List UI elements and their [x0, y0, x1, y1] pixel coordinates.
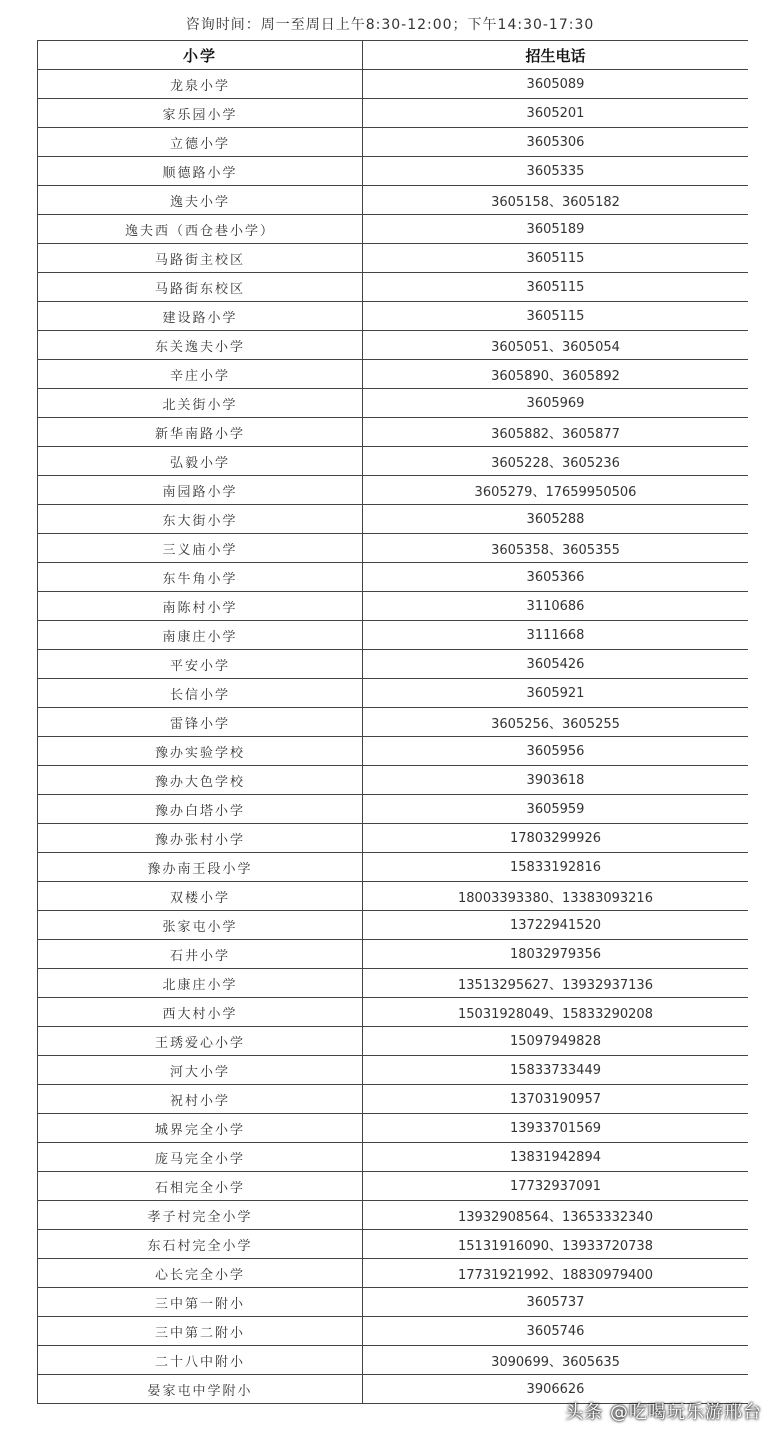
school-name-cell: 河大小学: [38, 1056, 363, 1085]
table-row: [38, 1114, 749, 1143]
phone-number-cell: 13932908564、13653332340: [363, 1201, 749, 1230]
phone-number-cell: 18032979356: [363, 940, 749, 969]
phone-number-cell: 3605115: [363, 244, 749, 273]
school-name-cell: 顺德路小学: [38, 157, 363, 186]
phone-number-cell: 17731921992、18830979400: [363, 1259, 749, 1288]
table-row: [38, 1172, 749, 1201]
phone-number-cell: 3605279、17659950506: [363, 476, 749, 505]
school-name-cell: 马路街东校区: [38, 273, 363, 302]
phone-number-cell: 3605746: [363, 1317, 749, 1346]
school-name-cell: 豫办张村小学: [38, 824, 363, 853]
table-row: [38, 708, 749, 737]
table-row: [38, 592, 749, 621]
school-name-cell: 弘毅小学: [38, 447, 363, 476]
table-body: [38, 70, 749, 1404]
school-name-cell: 孝子村完全小学: [38, 1201, 363, 1230]
phone-number-cell: 3605158、3605182: [363, 186, 749, 215]
table-header-row: [38, 41, 749, 70]
table-row: [38, 476, 749, 505]
phone-number-cell: 3605335: [363, 157, 749, 186]
school-name-cell: 豫办大色学校: [38, 766, 363, 795]
school-name-cell: 新华南路小学: [38, 418, 363, 447]
phone-number-cell: 15031928049、15833290208: [363, 998, 749, 1027]
school-name-cell: 张家屯小学: [38, 911, 363, 940]
table-row: [38, 1143, 749, 1172]
table-row: [38, 1027, 749, 1056]
phone-number-cell: 3605089: [363, 70, 749, 99]
phone-number-cell: 3090699、3605635: [363, 1346, 749, 1375]
table-row: [38, 621, 749, 650]
table-row: [38, 679, 749, 708]
school-name-cell: 长信小学: [38, 679, 363, 708]
school-name-cell: 石相完全小学: [38, 1172, 363, 1201]
school-name-cell: 南陈村小学: [38, 592, 363, 621]
table-row: [38, 1259, 749, 1288]
table-row: [38, 766, 749, 795]
phone-number-cell: 15833192816: [363, 853, 749, 882]
school-name-cell: 王琇爱心小学: [38, 1027, 363, 1056]
table-row: [38, 737, 749, 766]
school-name-cell: 马路街主校区: [38, 244, 363, 273]
phone-number-cell: 3605189: [363, 215, 749, 244]
consultation-hours-note: 咨询时间：周一至周日上午8:30-12:00；下午14:30-17:30: [185, 17, 595, 33]
table-row: [38, 795, 749, 824]
phone-number-cell: 17803299926: [363, 824, 749, 853]
phone-number-cell: 3605256、3605255: [363, 708, 749, 737]
table-row: [38, 882, 749, 911]
school-name-cell: 东石村完全小学: [38, 1230, 363, 1259]
school-name-cell: 南康庄小学: [38, 621, 363, 650]
phone-number-cell: 18003393380、13383093216: [363, 882, 749, 911]
school-name-cell: 建设路小学: [38, 302, 363, 331]
school-name-cell: 石井小学: [38, 940, 363, 969]
school-name-cell: 家乐园小学: [38, 99, 363, 128]
phone-number-cell: 3605366: [363, 563, 749, 592]
school-name-cell: 三中第二附小: [38, 1317, 363, 1346]
phone-number-cell: 17732937091: [363, 1172, 749, 1201]
table-row: [38, 1056, 749, 1085]
phone-column-header: 招生电话: [363, 41, 749, 70]
table-row: [38, 331, 749, 360]
school-name-cell: 豫办白塔小学: [38, 795, 363, 824]
phone-number-cell: 3605228、3605236: [363, 447, 749, 476]
school-name-cell: 双楼小学: [38, 882, 363, 911]
phone-number-cell: 3111668: [363, 621, 749, 650]
table-row: [38, 360, 749, 389]
phone-number-cell: 15833733449: [363, 1056, 749, 1085]
table-row: [38, 1288, 749, 1317]
source-watermark: 头条 @吃喝玩乐游邢台: [565, 1402, 762, 1423]
phone-number-cell: 3605288: [363, 505, 749, 534]
table-row: [38, 534, 749, 563]
school-column-header: 小学: [38, 41, 363, 70]
school-name-cell: 辛庄小学: [38, 360, 363, 389]
phone-number-cell: 3605201: [363, 99, 749, 128]
table-row: [38, 998, 749, 1027]
school-name-cell: 西大村小学: [38, 998, 363, 1027]
school-name-cell: 逸夫小学: [38, 186, 363, 215]
phone-number-cell: 3605890、3605892: [363, 360, 749, 389]
phone-number-cell: 3605921: [363, 679, 749, 708]
school-name-cell: 北关街小学: [38, 389, 363, 418]
table-row: [38, 1346, 749, 1375]
table-row: [38, 1085, 749, 1114]
table-row: [38, 215, 749, 244]
table-row: [38, 70, 749, 99]
table-row: [38, 911, 749, 940]
school-name-cell: 东牛角小学: [38, 563, 363, 592]
table-row: [38, 1201, 749, 1230]
phone-number-cell: 3605737: [363, 1288, 749, 1317]
phone-number-cell: 15131916090、13933720738: [363, 1230, 749, 1259]
table-row: [38, 418, 749, 447]
table-row: [38, 1317, 749, 1346]
table-row: [38, 302, 749, 331]
table-row: [38, 1230, 749, 1259]
school-name-cell: 立德小学: [38, 128, 363, 157]
phone-number-cell: 13513295627、13932937136: [363, 969, 749, 998]
school-name-cell: 平安小学: [38, 650, 363, 679]
table-row: [38, 650, 749, 679]
school-name-cell: 晏家屯中学附小: [38, 1375, 363, 1404]
table-row: [38, 128, 749, 157]
school-name-cell: 三义庙小学: [38, 534, 363, 563]
school-name-cell: 雷锋小学: [38, 708, 363, 737]
table-row: [38, 969, 749, 998]
phone-number-cell: 3605358、3605355: [363, 534, 749, 563]
table-row: [38, 186, 749, 215]
phone-number-cell: 3605115: [363, 273, 749, 302]
phone-number-cell: 13703190957: [363, 1085, 749, 1114]
school-name-cell: 东关逸夫小学: [38, 331, 363, 360]
phone-number-cell: 3903618: [363, 766, 749, 795]
phone-number-cell: 13831942894: [363, 1143, 749, 1172]
school-name-cell: 豫办实验学校: [38, 737, 363, 766]
school-phone-table: [37, 40, 748, 1404]
table-row: [38, 940, 749, 969]
phone-number-cell: 13933701569: [363, 1114, 749, 1143]
phone-number-cell: 3605426: [363, 650, 749, 679]
school-name-cell: 东大街小学: [38, 505, 363, 534]
school-name-cell: 三中第一附小: [38, 1288, 363, 1317]
phone-number-cell: 3906626: [363, 1375, 749, 1404]
phone-number-cell: 13722941520: [363, 911, 749, 940]
table-row: [38, 824, 749, 853]
phone-number-cell: 3605115: [363, 302, 749, 331]
phone-number-cell: 3605051、3605054: [363, 331, 749, 360]
phone-number-cell: 3605956: [363, 737, 749, 766]
school-name-cell: 城界完全小学: [38, 1114, 363, 1143]
school-name-cell: 龙泉小学: [38, 70, 363, 99]
phone-number-cell: 15097949828: [363, 1027, 749, 1056]
phone-number-cell: 3605882、3605877: [363, 418, 749, 447]
phone-number-cell: 3605959: [363, 795, 749, 824]
table-row: [38, 447, 749, 476]
table-row: [38, 157, 749, 186]
phone-number-cell: 3110686: [363, 592, 749, 621]
phone-number-cell: 3605306: [363, 128, 749, 157]
school-name-cell: 祝村小学: [38, 1085, 363, 1114]
school-name-cell: 逸夫西（西仓巷小学）: [38, 215, 363, 244]
phone-number-cell: 3605969: [363, 389, 749, 418]
table-row: [38, 273, 749, 302]
school-name-cell: 南园路小学: [38, 476, 363, 505]
table-row: [38, 99, 749, 128]
school-name-cell: 心长完全小学: [38, 1259, 363, 1288]
table-row: [38, 563, 749, 592]
school-name-cell: 庞马完全小学: [38, 1143, 363, 1172]
school-name-cell: 豫办南王段小学: [38, 853, 363, 882]
school-name-cell: 北康庄小学: [38, 969, 363, 998]
table-row: [38, 389, 749, 418]
table-row: [38, 505, 749, 534]
table-row: [38, 244, 749, 273]
school-name-cell: 二十八中附小: [38, 1346, 363, 1375]
table-row: [38, 853, 749, 882]
